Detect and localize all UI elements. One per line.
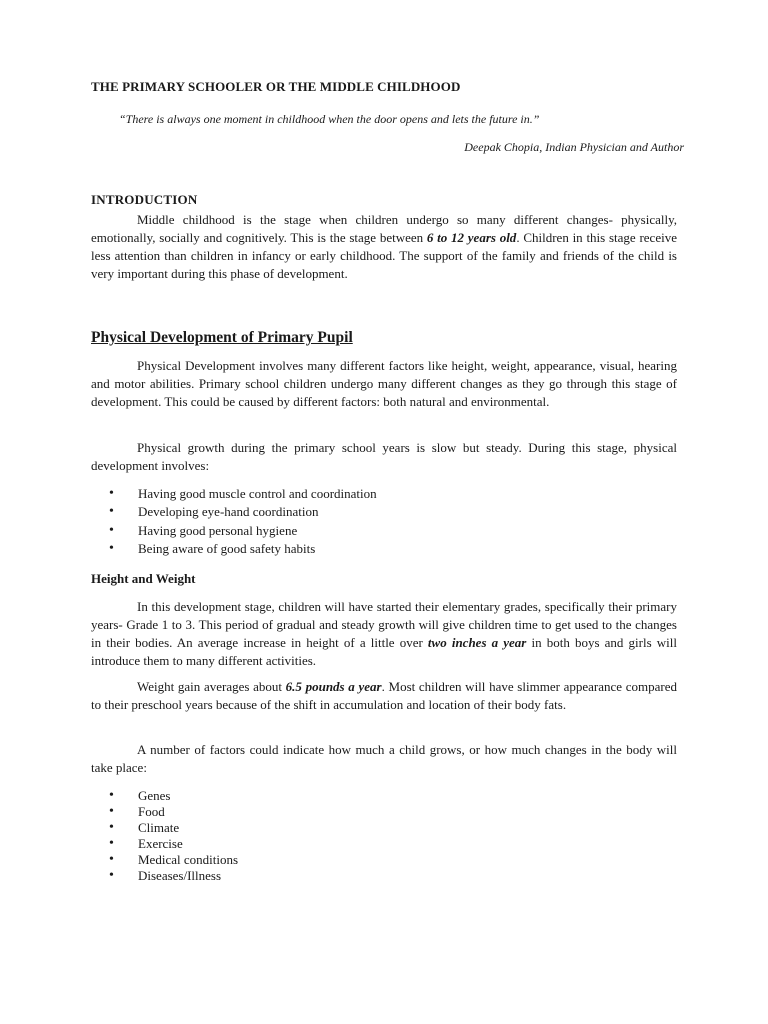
physical-development-list bbox=[109, 485, 377, 558]
epigraph-quote: “There is always one moment in childhood when the door opens and lets the future in.” bbox=[119, 112, 540, 126]
list-item: • Genes bbox=[109, 788, 238, 804]
list-item: • Diseases/Illness bbox=[109, 868, 238, 884]
physical-paragraph-2: Physical growth during the primary school years is slow but steady. During this stage, physical development involves: bbox=[91, 440, 677, 473]
text-run: In this development stage, children will have started their elementary grades, specifically their primary years- Grade 1 to 3. This period of gradual and steady growth will give children time to get used to the changes in their bodies. An average increase in height of a little over bbox=[91, 599, 677, 650]
list-item: • Having good muscle control and coordination bbox=[109, 485, 377, 503]
height-paragraph bbox=[91, 598, 677, 670]
growth-factors-paragraph: A number of factors could indicate how much a child grows, or how much changes in the body will take place: bbox=[91, 742, 677, 775]
list-item: • Having good personal hygiene bbox=[109, 522, 377, 540]
list-item: • Climate bbox=[109, 820, 238, 836]
text-run: in both boys and girls will introduce them to many different activities. bbox=[91, 635, 677, 668]
text-run: Middle childhood is the stage when children undergo so many different changes- physically, emotionally, socially and cognitively. This is the stage between bbox=[91, 212, 677, 245]
list-item: • Food bbox=[109, 804, 238, 820]
emphasis-height: two inches a year bbox=[427, 635, 527, 650]
physical-development-heading: Physical Development of Primary Pupil bbox=[91, 329, 353, 346]
emphasis-weight: 6.5 pounds a year bbox=[285, 679, 382, 694]
list-item: • Being aware of good safety habits bbox=[109, 540, 377, 558]
epigraph-attribution: Deepak Chopia, Indian Physician and Author bbox=[464, 140, 684, 154]
text-run: Weight gain averages about bbox=[137, 679, 286, 694]
emphasis-age-range: 6 to 12 years old bbox=[426, 230, 517, 245]
physical-paragraph-1: Physical Development involves many different factors like height, weight, appearance, visual, hearing and motor abilities. Primary school children undergo many different changes as they go through this stage of development. This could be caused by different factors: both natural and environmental. bbox=[91, 358, 677, 409]
introduction-paragraph bbox=[91, 211, 677, 283]
growth-factors-list bbox=[109, 788, 238, 884]
list-item: • Developing eye-hand coordination bbox=[109, 503, 377, 521]
weight-paragraph bbox=[91, 678, 677, 714]
text-run: . Most children will have slimmer appearance compared to their preschool years because of the shift in accumulation and location of their body fats. bbox=[91, 679, 677, 712]
height-weight-heading: Height and Weight bbox=[91, 571, 196, 586]
list-item: • Medical conditions bbox=[109, 852, 238, 868]
text-run: . Children in this stage receive less attention than children in infancy or early childhood. The support of the family and friends of the child is very important during this phase of development. bbox=[91, 230, 677, 281]
document-title: THE PRIMARY SCHOOLER OR THE MIDDLE CHILDHOOD bbox=[91, 79, 461, 94]
introduction-heading: INTRODUCTION bbox=[91, 192, 198, 207]
list-item: • Exercise bbox=[109, 836, 238, 852]
